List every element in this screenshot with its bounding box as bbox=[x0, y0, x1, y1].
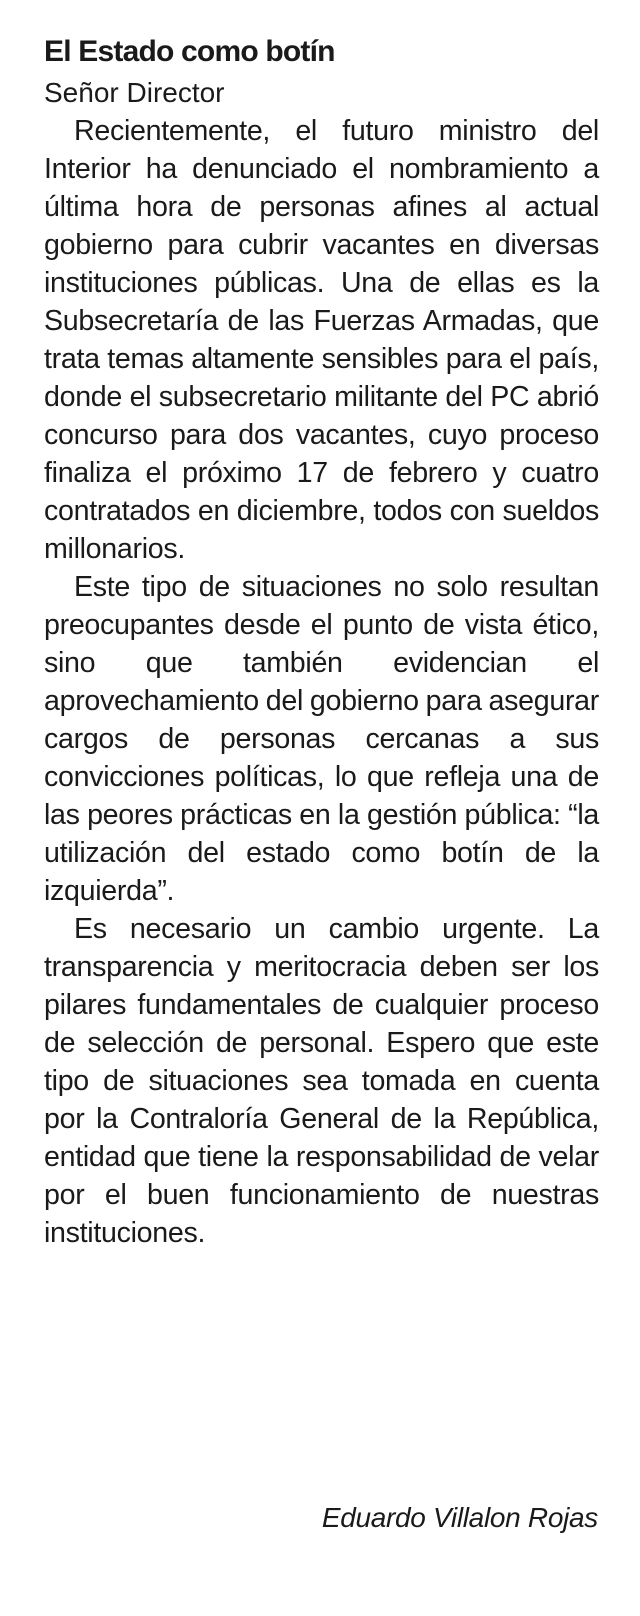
letter-to-editor bbox=[44, 30, 599, 1252]
author-signature: Eduardo Villalon Rojas bbox=[321, 1502, 598, 1533]
salutation: Señor Director bbox=[44, 77, 225, 108]
body-paragraph-1: Recientemente, el futuro ministro del Interior ha denunciado el nombramiento a última hora de personas afines al actual gobierno para cubrir vacantes en diversas instituciones públicas. Una de ellas es la Subsecretaría de las Fuerzas Armadas, que trata temas altamente sensibles para el país, donde el subsecretario militante del PC abrió concurso para dos vacantes, cuyo proceso finaliza el próximo 17 de febrero y cuatro contratados en diciembre, todos con sueldos millonarios. bbox=[44, 115, 599, 565]
letter-title: El Estado como botín bbox=[44, 35, 335, 68]
body-paragraph-3: Es necesario un cambio urgente. La transparencia y meritocracia deben ser los pilares fundamentales de cualquier proceso de selección de personal. Espero que este tipo de situaciones sea tomada en cuenta por la Contraloría General de la República, entidad que tiene la responsabilidad de velar por el buen funcionamiento de nuestras instituciones. bbox=[44, 913, 599, 1249]
body-paragraph-2: Este tipo de situaciones no solo resultan preocupantes desde el punto de vista ético, sino que también evidencian el aprovechamiento del gobierno para asegurar cargos de personas cercanas a sus convicciones políticas, lo que refleja una de las peores prácticas en la gestión pública: “la utilización del estado como botín de la izquierda”. bbox=[44, 571, 599, 907]
